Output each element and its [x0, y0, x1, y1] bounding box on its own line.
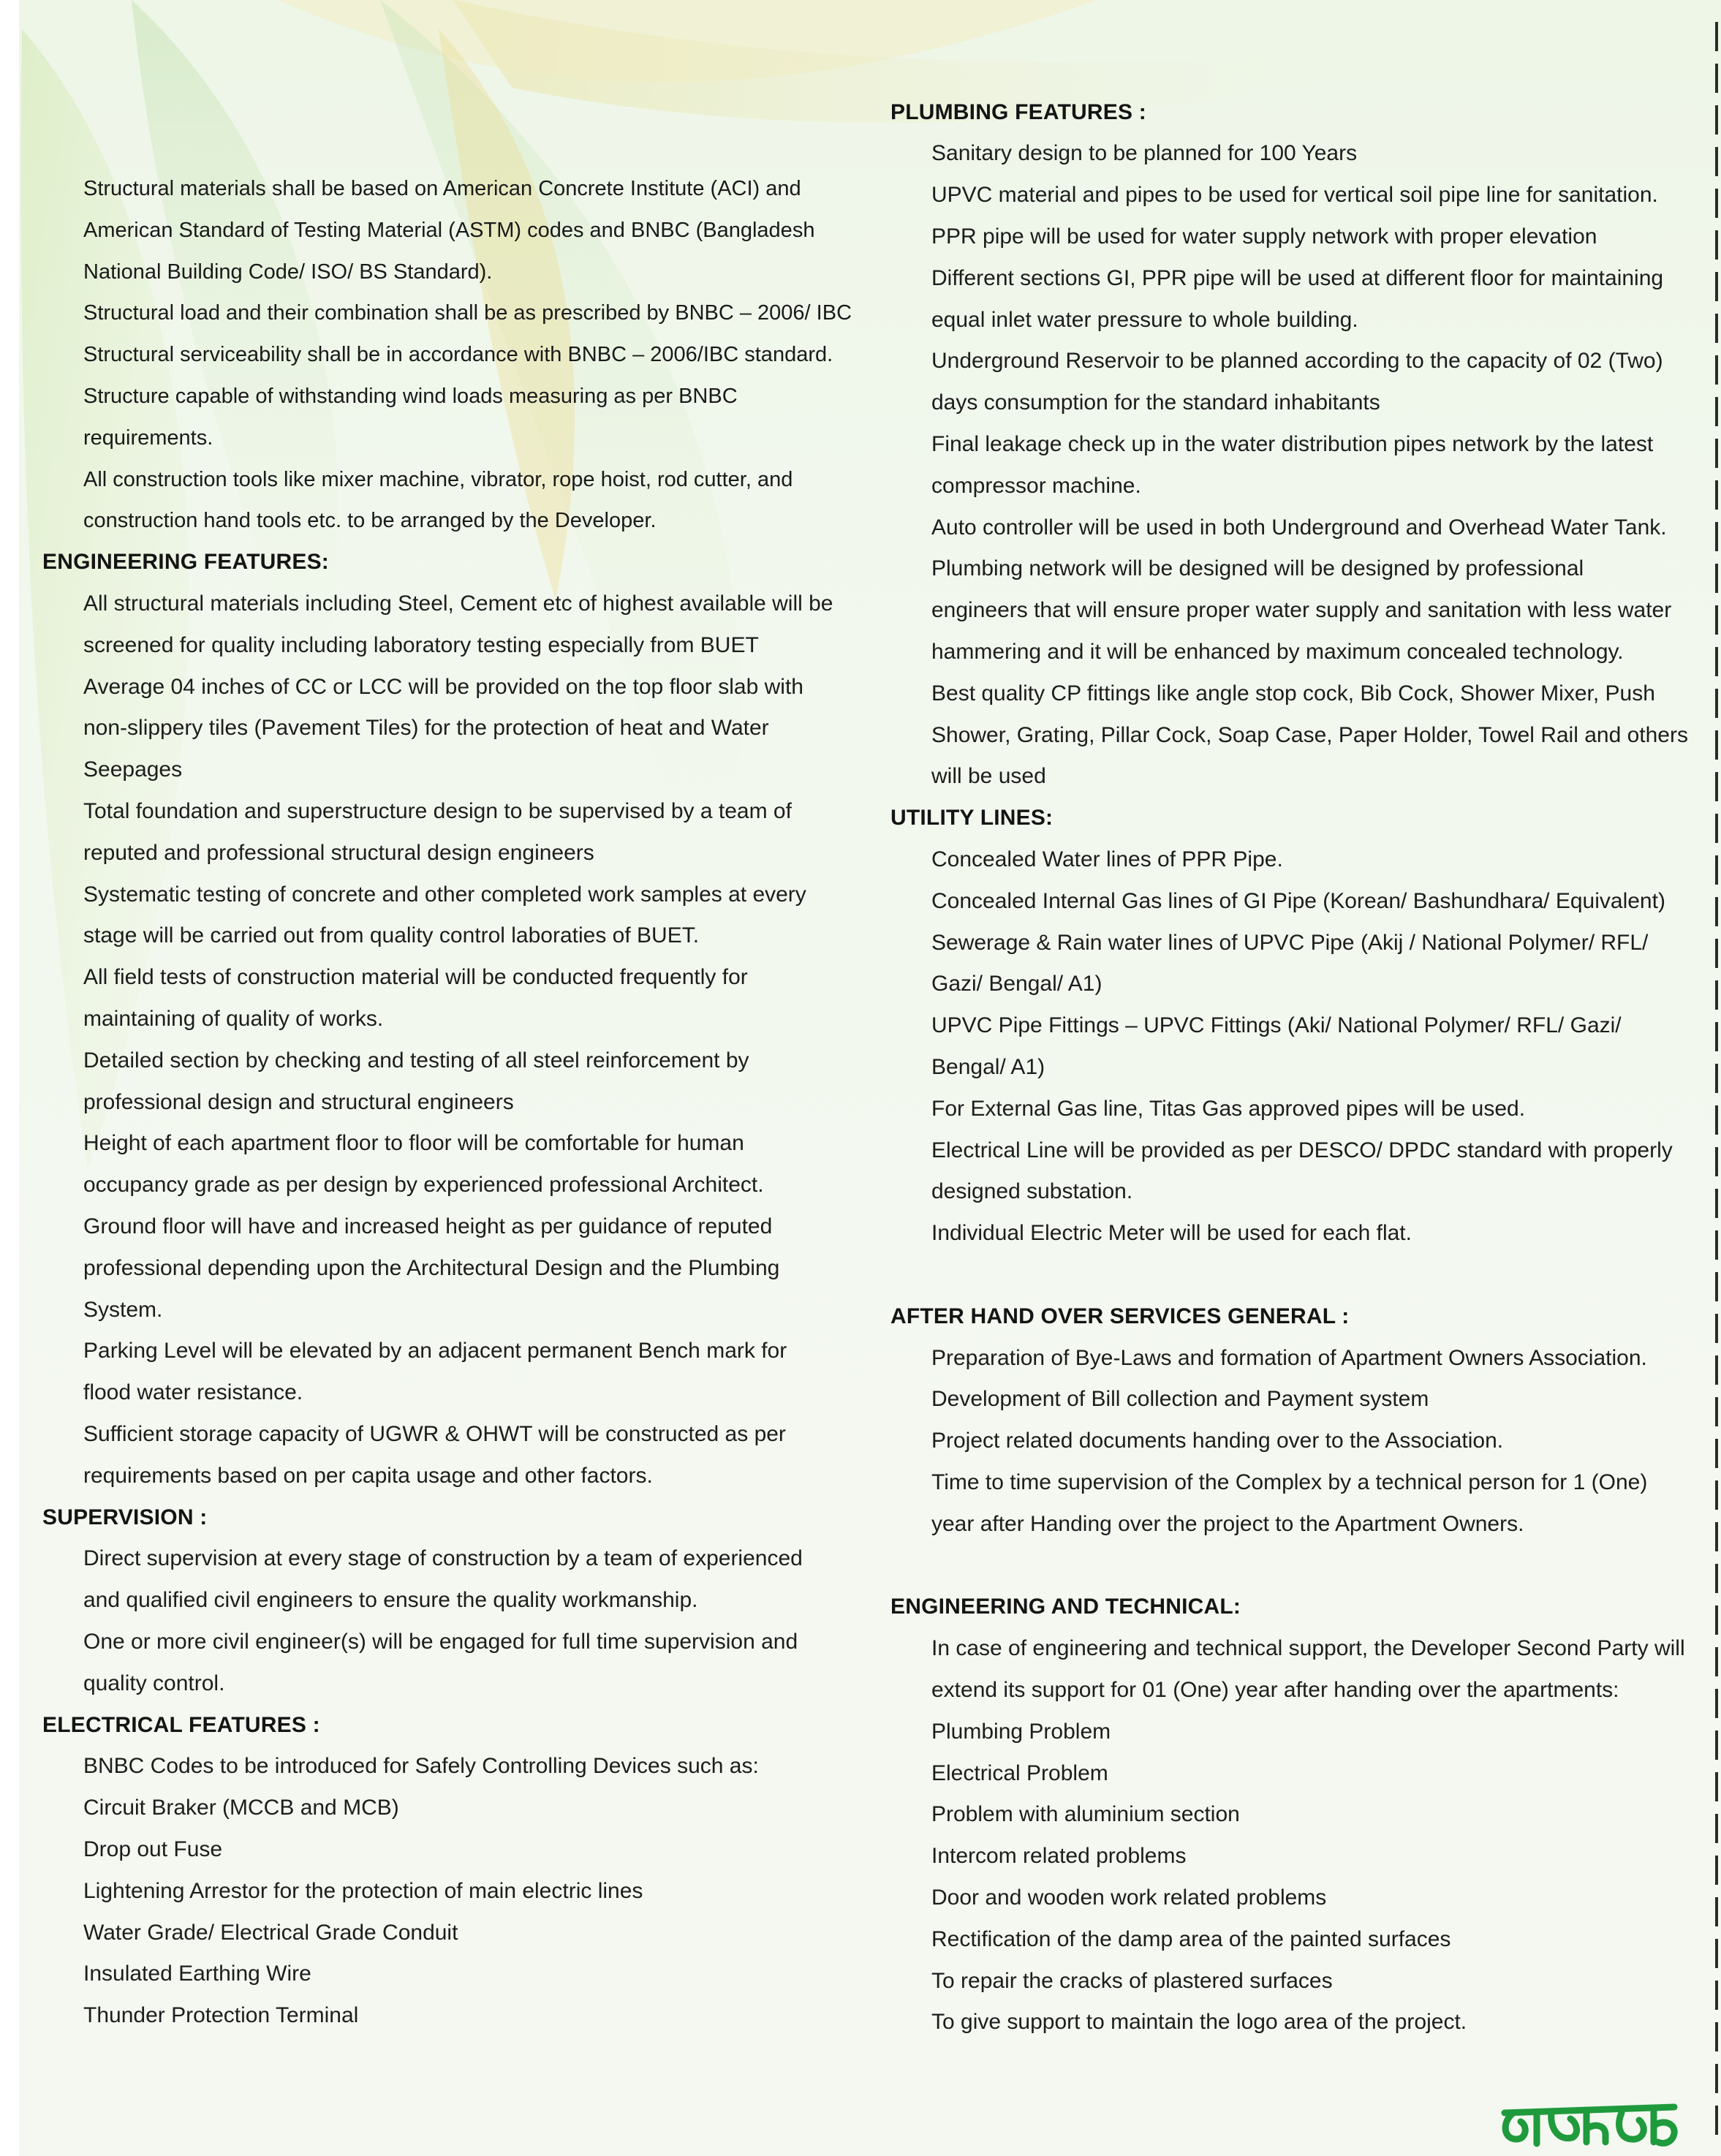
utility-line: Concealed Water lines of PPR Pipe. — [931, 847, 1283, 871]
edge-dash-mark — [1715, 897, 1718, 926]
engineering-line: Detailed section by checking and testing of all steel reinforcement by — [83, 1048, 749, 1073]
engineering-line: stage will be carried out from quality control laboraties of BUET. — [83, 923, 700, 947]
after-handover-line: Time to time supervision of the Complex by a technical person for 1 (One) — [931, 1470, 1648, 1494]
edge-dash-mark — [1715, 855, 1718, 885]
edge-dash-mark — [1715, 147, 1718, 176]
engineering-line: requirements based on per capita usage and other factors. — [83, 1464, 653, 1488]
engineering-technical-line: In case of engineering and technical support, the Developer Second Party will — [931, 1636, 1685, 1660]
edge-dash-mark — [1715, 397, 1718, 426]
edge-dash-mark — [1715, 1022, 1718, 1051]
edge-dash-mark — [1715, 1397, 1718, 1426]
edge-dash-mark — [1715, 272, 1718, 301]
plumbing-line: engineers that will ensure proper water supply and sanitation with less water — [931, 598, 1672, 622]
engineering-line: non-slippery tiles (Pavement Tiles) for the protection of heat and Water — [83, 716, 769, 740]
engineering-line: occupancy grade as per design by experienced professional Architect. — [83, 1173, 764, 1197]
engineering-line: Seepages — [83, 757, 183, 782]
edge-dash-mark — [1715, 2022, 1718, 2051]
after-handover-line: year after Handing over the project to the Apartment Owners. — [931, 1512, 1524, 1536]
edge-dash-mark — [1715, 1689, 1718, 1718]
edge-dash-mark — [1715, 730, 1718, 760]
supervision-line: One or more civil engineer(s) will be engaged for full time supervision and — [83, 1630, 798, 1654]
edge-dash-mark — [1715, 64, 1718, 93]
edge-dash-mark — [1715, 1439, 1718, 1468]
electrical-line: Water Grade/ Electrical Grade Conduit — [83, 1921, 458, 1945]
engineering-technical-line: extend its support for 01 (One) year after handing over the apartments: — [931, 1678, 1619, 1702]
engineering-technical-line: Plumbing Problem — [931, 1720, 1111, 1744]
edge-dash-mark — [1715, 1314, 1718, 1343]
electrical-line: Drop out Fuse — [83, 1837, 223, 1861]
engineering-line: All field tests of construction material will be conducted frequently for — [83, 965, 748, 989]
edge-dash-mark — [1715, 1230, 1718, 1260]
utility-line: Sewerage & Rain water lines of UPVC Pipe (Akij / National Polymer/ RFL/ — [931, 931, 1649, 955]
engineering-technical-line: To repair the cracks of plastered surfaces — [931, 1969, 1333, 1993]
edge-dash-mark — [1715, 439, 1718, 468]
after-handover-line: Development of Bill collection and Payment system — [931, 1387, 1429, 1411]
plumbing-line: Auto controller will be used in both Underground and Overhead Water Tank. — [931, 515, 1667, 540]
engineering-line: screened for quality including laboratory testing especially from BUET — [83, 633, 759, 657]
engineering-technical-line: To give support to maintain the logo area of the project. — [931, 2010, 1467, 2034]
engineering-technical-line: Door and wooden work related problems — [931, 1885, 1327, 1910]
edge-dash-mark — [1715, 814, 1718, 843]
edge-dash-mark — [1715, 355, 1718, 385]
plumbing-heading: PLUMBING FEATURES : — [890, 100, 1146, 124]
edge-dash-mark — [1715, 689, 1718, 718]
engineering-line: Systematic testing of concrete and other completed work samples at every — [83, 882, 806, 907]
edge-dash-mark — [1715, 22, 1718, 51]
edge-dash-mark — [1715, 189, 1718, 218]
utility-line: Gazi/ Bengal/ A1) — [931, 972, 1102, 996]
engineering-technical-line: Rectification of the damp area of the painted surfaces — [931, 1927, 1451, 1951]
edge-dash-mark — [1715, 1731, 1718, 1760]
engineering-line: Sufficient storage capacity of UGWR & OHWT will be constructed as per — [83, 1422, 786, 1446]
engineering-line: Ground floor will have and increased height as per guidance of reputed — [83, 1214, 773, 1238]
plumbing-line: compressor machine. — [931, 474, 1141, 498]
after-handover-line: Project related documents handing over to the Association. — [931, 1429, 1504, 1453]
electrical-line: Thunder Protection Terminal — [83, 2003, 359, 2027]
edge-dash-mark — [1715, 1605, 1718, 1635]
plumbing-line: Different sections GI, PPR pipe will be used at different floor for maintaining — [931, 266, 1664, 290]
edge-dash-mark — [1715, 480, 1718, 510]
edge-dash-mark — [1715, 2064, 1718, 2093]
electrical-line: Insulated Earthing Wire — [83, 1962, 311, 1986]
plumbing-line: will be used — [931, 764, 1046, 788]
engineering-line: reputed and professional structural design engineers — [83, 841, 594, 865]
edge-dash-mark — [1715, 105, 1718, 135]
electrical-line: Lightening Arrestor for the protection of main electric lines — [83, 1879, 643, 1903]
utility-line: Bengal/ A1) — [931, 1055, 1045, 1079]
plumbing-line: Plumbing network will be designed will be designed by professional — [931, 556, 1584, 580]
utility-heading: UTILITY LINES: — [890, 806, 1054, 830]
plumbing-line: Best quality CP fittings like angle stop cock, Bib Cock, Shower Mixer, Push — [931, 681, 1655, 706]
plumbing-line: hammering and it will be enhanced by maximum concealed technology. — [931, 640, 1624, 664]
edge-dash-mark — [1715, 1522, 1718, 1551]
engineering-heading: ENGINEERING FEATURES: — [42, 550, 330, 574]
edge-dash-mark — [1715, 647, 1718, 676]
edge-dash-mark — [1715, 1105, 1718, 1135]
edge-dash-mark — [1715, 939, 1718, 968]
right-edge-dash-marks — [1701, 0, 1721, 2156]
intro-line: Structural load and their combination shall be as prescribed by BNBC – 2006/ IBC — [83, 301, 852, 325]
utility-line: UPVC Pipe Fittings – UPVC Fittings (Aki/ National Polymer/ RFL/ Gazi/ — [931, 1013, 1622, 1037]
edge-dash-mark — [1715, 1897, 1718, 1926]
edge-dash-mark — [1715, 314, 1718, 343]
intro-line: Structural serviceability shall be in accordance with BNBC – 2006/IBC standard. — [83, 343, 833, 366]
edge-dash-mark — [1715, 772, 1718, 801]
engineering-line: Total foundation and superstructure design to be supervised by a team of — [83, 799, 792, 823]
engineering-technical-line: Problem with aluminium section — [931, 1802, 1240, 1826]
engineering-technical-line: Electrical Problem — [931, 1761, 1108, 1785]
engineering-line: Parking Level will be elevated by an adjacent permanent Bench mark for — [83, 1339, 787, 1363]
edge-dash-mark — [1715, 1480, 1718, 1510]
supervision-line: Direct supervision at every stage of construction by a team of experienced — [83, 1546, 803, 1570]
supervision-heading: SUPERVISION : — [42, 1505, 208, 1529]
edge-dash-mark — [1715, 2106, 1718, 2135]
after-handover-heading: AFTER HAND OVER SERVICES GENERAL : — [890, 1304, 1350, 1328]
edge-dash-mark — [1715, 1939, 1718, 1968]
utility-line: Individual Electric Meter will be used for each flat. — [931, 1221, 1412, 1245]
edge-dash-mark — [1715, 1647, 1718, 1676]
plumbing-line: UPVC material and pipes to be used for vertical soil pipe line for sanitation. — [931, 183, 1658, 207]
utility-line: designed substation. — [931, 1179, 1133, 1203]
edge-dash-mark — [1715, 1355, 1718, 1385]
plumbing-line: Final leakage check up in the water distribution pipes network by the latest — [931, 432, 1654, 456]
plumbing-line: Shower, Grating, Pillar Cock, Soap Case, Paper Holder, Towel Rail and others — [931, 723, 1688, 747]
edge-dash-mark — [1715, 1064, 1718, 1093]
edge-dash-mark — [1715, 1814, 1718, 1843]
plumbing-line: PPR pipe will be used for water supply network with proper elevation — [931, 224, 1597, 249]
intro-line: All construction tools like mixer machine, vibrator, rope hoist, rod cutter, and — [83, 468, 793, 491]
plumbing-line: Sanitary design to be planned for 100 Years — [931, 141, 1358, 165]
brand-logo-mark — [1491, 2097, 1689, 2155]
edge-dash-mark — [1715, 605, 1718, 635]
intro-line: Structural materials shall be based on American Concrete Institute (ACI) and — [83, 177, 801, 200]
supervision-line: quality control. — [83, 1671, 225, 1695]
engineering-line: System. — [83, 1298, 163, 1322]
edge-dash-mark — [1715, 1772, 1718, 1801]
edge-dash-mark — [1715, 564, 1718, 593]
utility-line: Concealed Internal Gas lines of GI Pipe (Korean/ Bashundhara/ Equivalent) — [931, 889, 1665, 913]
edge-dash-mark — [1715, 1856, 1718, 1885]
engineering-line: professional design and structural engineers — [83, 1090, 514, 1114]
engineering-line: maintaining of quality of works. — [83, 1007, 384, 1031]
edge-dash-mark — [1715, 230, 1718, 260]
electrical-heading: ELECTRICAL FEATURES : — [42, 1713, 320, 1737]
after-handover-line: Preparation of Bye-Laws and formation of Apartment Owners Association. — [931, 1346, 1647, 1370]
utility-line: Electrical Line will be provided as per DESCO/ DPDC standard with properly — [931, 1138, 1673, 1162]
engineering-line: Height of each apartment floor to floor will be comfortable for human — [83, 1131, 744, 1155]
intro-line: Structure capable of withstanding wind loads measuring as per BNBC — [83, 385, 738, 408]
edge-dash-mark — [1715, 522, 1718, 551]
engineering-line: professional depending upon the Architectural Design and the Plumbing — [83, 1256, 780, 1280]
engineering-line: flood water resistance. — [83, 1380, 303, 1404]
plumbing-line: equal inlet water pressure to whole building. — [931, 308, 1358, 332]
edge-dash-mark — [1715, 980, 1718, 1010]
edge-dash-mark — [1715, 1147, 1718, 1176]
engineering-technical-heading: ENGINEERING AND TECHNICAL: — [890, 1595, 1241, 1619]
edge-dash-mark — [1715, 1564, 1718, 1593]
edge-dash-mark — [1715, 1981, 1718, 2010]
intro-line: American Standard of Testing Material (ASTM) codes and BNBC (Bangladesh — [83, 219, 815, 242]
edge-dash-mark — [1715, 1272, 1718, 1301]
utility-line: For External Gas line, Titas Gas approved pipes will be used. — [931, 1097, 1526, 1121]
brand-logo — [1491, 2097, 1689, 2155]
intro-line: construction hand tools etc. to be arranged by the Developer. — [83, 509, 657, 532]
electrical-line: BNBC Codes to be introduced for Safely Controlling Devices such as: — [83, 1754, 759, 1778]
supervision-line: and qualified civil engineers to ensure the quality workmanship. — [83, 1588, 698, 1612]
plumbing-line: Underground Reservoir to be planned according to the capacity of 02 (Two) — [931, 349, 1663, 373]
engineering-line: Average 04 inches of CC or LCC will be provided on the top floor slab with — [83, 675, 803, 699]
engineering-line: All structural materials including Steel, Cement etc of highest available will be — [83, 591, 833, 616]
edge-dash-mark — [1715, 1189, 1718, 1218]
intro-line: National Building Code/ ISO/ BS Standard). — [83, 260, 493, 284]
engineering-technical-line: Intercom related problems — [931, 1844, 1187, 1868]
electrical-line: Circuit Braker (MCCB and MCB) — [83, 1796, 399, 1820]
plumbing-line: days consumption for the standard inhabitants — [931, 390, 1380, 415]
intro-line: requirements. — [83, 426, 213, 450]
